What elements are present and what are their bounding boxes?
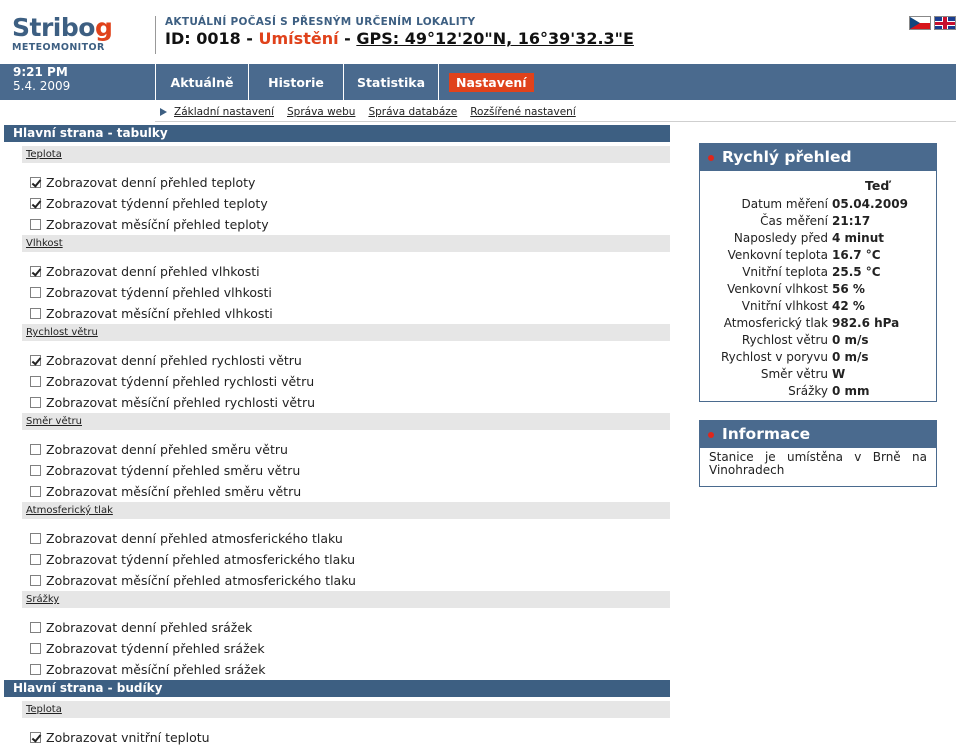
- section-header: Hlavní strana - budíky: [4, 680, 670, 697]
- data-row: Rychlost v poryvu 0 m/s: [720, 350, 869, 364]
- group-header-smer-vetru: Směr větru: [22, 413, 670, 430]
- option-row: [4, 617, 670, 638]
- sub-navigation: [160, 104, 589, 120]
- checkbox[interactable]: [30, 198, 41, 209]
- group-header-teplota-budiky: Teplota: [22, 701, 670, 718]
- option-label: Zobrazovat denní přehled rychlosti větru: [46, 353, 302, 368]
- subnav-divider: [155, 121, 956, 122]
- option-row: [4, 350, 670, 371]
- info-text: Stanice je umístěna v Brně na Vinohradech: [709, 450, 927, 477]
- header-subtitle: AKTUÁLNÍ POČASÍ S PŘESNÝM URČENÍM LOKALITY: [165, 16, 476, 28]
- option-row: [4, 261, 670, 282]
- arrow-right-icon: [160, 108, 167, 116]
- checkbox[interactable]: [30, 397, 41, 408]
- checkbox[interactable]: [30, 486, 41, 497]
- tab-nastaveni-label: Nastavení: [449, 73, 534, 92]
- option-label: Zobrazovat měsíční přehled teploty: [46, 217, 269, 232]
- option-label: Zobrazovat měsíční přehled vlhkosti: [46, 306, 273, 321]
- option-row: [4, 303, 670, 324]
- option-label: Zobrazovat denní přehled atmosferického tlaku: [46, 531, 343, 546]
- station-info: [165, 16, 634, 48]
- info-panel: [699, 420, 937, 487]
- tab-nastaveni[interactable]: [438, 64, 553, 100]
- option-label: Zobrazovat denní přehled vlhkosti: [46, 264, 260, 279]
- station-title: ID: 0018 - Umístění - GPS: 49°12'20"N, 16°39'32.3"E: [165, 29, 634, 48]
- checkbox[interactable]: [30, 575, 41, 586]
- page-header: [0, 0, 960, 64]
- checkbox[interactable]: [30, 643, 41, 654]
- checkbox[interactable]: [30, 465, 41, 476]
- option-row: [4, 460, 670, 481]
- option-label: Zobrazovat měsíční přehled atmosferického tlaku: [46, 573, 356, 588]
- option-row: [4, 214, 670, 235]
- option-label: Zobrazovat týdenní přehled vlhkosti: [46, 285, 272, 300]
- subnav-sprava-databaze[interactable]: Správa databáze: [368, 106, 458, 118]
- nav-tabs: [155, 64, 553, 100]
- gps-link[interactable]: GPS: 49°12'20"N, 16°39'32.3"E: [356, 29, 634, 48]
- group-header-teplota: Teplota: [22, 146, 670, 163]
- checkbox[interactable]: [30, 177, 41, 188]
- data-row: Venkovní vlhkost 56 %: [727, 282, 865, 296]
- subnav-sprava-webu[interactable]: Správa webu: [287, 106, 356, 118]
- option-row: [4, 282, 670, 303]
- panel-header: Rychlý přehled: [700, 144, 936, 171]
- section-header: Hlavní strana - tabulky: [4, 125, 670, 142]
- option-label: Zobrazovat denní přehled teploty: [46, 175, 256, 190]
- tab-aktualne[interactable]: Aktuálně: [155, 64, 248, 100]
- settings-form: [4, 125, 670, 748]
- checkbox[interactable]: [30, 308, 41, 319]
- option-row: [4, 193, 670, 214]
- station-id: ID: 0018 -: [165, 29, 259, 48]
- data-row: Atmosferický tlak 982.6 hPa: [723, 316, 900, 330]
- option-row: [4, 392, 670, 413]
- tab-statistika[interactable]: Statistika: [343, 64, 438, 100]
- subnav-rozsirene-nastaveni[interactable]: Rozšířené nastavení: [470, 106, 576, 118]
- data-row: Směr větru W: [760, 367, 846, 381]
- data-row: Vnitřní vlhkost 42 %: [741, 299, 865, 313]
- option-label: Zobrazovat týdenní přehled směru větru: [46, 463, 301, 478]
- option-row: [4, 172, 670, 193]
- checkbox[interactable]: [30, 266, 41, 277]
- checkbox[interactable]: [30, 732, 41, 743]
- data-row: Vnitřní teplota 25.5 °C: [742, 265, 881, 279]
- option-label: Zobrazovat denní přehled směru větru: [46, 442, 288, 457]
- data-row: Rychlost větru 0 m/s: [741, 333, 869, 347]
- checkbox[interactable]: [30, 355, 41, 366]
- option-label: Zobrazovat týdenní přehled rychlosti větru: [46, 374, 315, 389]
- current-time: 9:21 PM: [13, 65, 68, 79]
- checkbox[interactable]: [30, 444, 41, 455]
- option-label: Zobrazovat měsíční přehled rychlosti větru: [46, 395, 316, 410]
- option-label: Zobrazovat denní přehled srážek: [46, 620, 253, 635]
- cz-flag-icon[interactable]: [909, 16, 931, 30]
- group-header-srazky: Srážky: [22, 591, 670, 608]
- group-header-rychlost-vetru: Rychlost větru: [22, 324, 670, 341]
- option-row: [4, 528, 670, 549]
- checkbox[interactable]: [30, 376, 41, 387]
- current-date: 5.4. 2009: [13, 79, 71, 93]
- logo-subtitle: METEOMONITOR: [12, 42, 105, 53]
- option-row: [4, 638, 670, 659]
- data-row: Venkovní teplota 16.7 °C: [727, 248, 881, 262]
- option-label: Zobrazovat vnitřní teplotu: [46, 730, 210, 745]
- option-row: [4, 659, 670, 680]
- data-row: Naposledy před 4 minut: [733, 231, 884, 245]
- checkbox[interactable]: [30, 287, 41, 298]
- option-label: Zobrazovat měsíční přehled směru větru: [46, 484, 302, 499]
- logo-text: Stribog: [12, 13, 113, 42]
- group-header-vlhkost: Vlhkost: [22, 235, 670, 252]
- en-flag-icon[interactable]: [934, 16, 956, 30]
- option-label: Zobrazovat měsíční přehled srážek: [46, 662, 266, 677]
- option-row: [4, 727, 670, 748]
- option-label: Zobrazovat týdenní přehled srážek: [46, 641, 265, 656]
- panel-header: Informace: [700, 421, 936, 448]
- bullet-icon: [708, 155, 714, 161]
- logo[interactable]: [12, 14, 112, 53]
- option-label: Zobrazovat týdenní přehled teploty: [46, 196, 268, 211]
- quick-overview-panel: [699, 143, 937, 402]
- bullet-icon: [708, 432, 714, 438]
- option-row: [4, 570, 670, 591]
- tab-historie[interactable]: Historie: [248, 64, 343, 100]
- data-row: Srážky 0 mm: [788, 384, 870, 398]
- option-label: Zobrazovat týdenní přehled atmosferického tlaku: [46, 552, 356, 567]
- option-row: [4, 439, 670, 460]
- now-label: Teď: [865, 178, 890, 193]
- data-row: Datum měření 05.04.2009: [741, 197, 908, 211]
- checkbox[interactable]: [30, 219, 41, 230]
- clock: [0, 64, 155, 100]
- group-header-atmosfericky-tlak: Atmosferický tlak: [22, 502, 670, 519]
- main-nav-bar: [0, 64, 956, 100]
- header-divider: [155, 16, 156, 54]
- subnav-zakladni-nastaveni[interactable]: Základní nastavení: [174, 106, 274, 118]
- checkbox[interactable]: [30, 622, 41, 633]
- checkbox[interactable]: [30, 664, 41, 675]
- option-row: [4, 371, 670, 392]
- checkbox[interactable]: [30, 533, 41, 544]
- option-row: [4, 549, 670, 570]
- option-row: [4, 481, 670, 502]
- checkbox[interactable]: [30, 554, 41, 565]
- data-row: Čas měření 21:17: [760, 214, 871, 228]
- language-switcher: [909, 16, 956, 30]
- location-link[interactable]: Umístění: [258, 29, 339, 48]
